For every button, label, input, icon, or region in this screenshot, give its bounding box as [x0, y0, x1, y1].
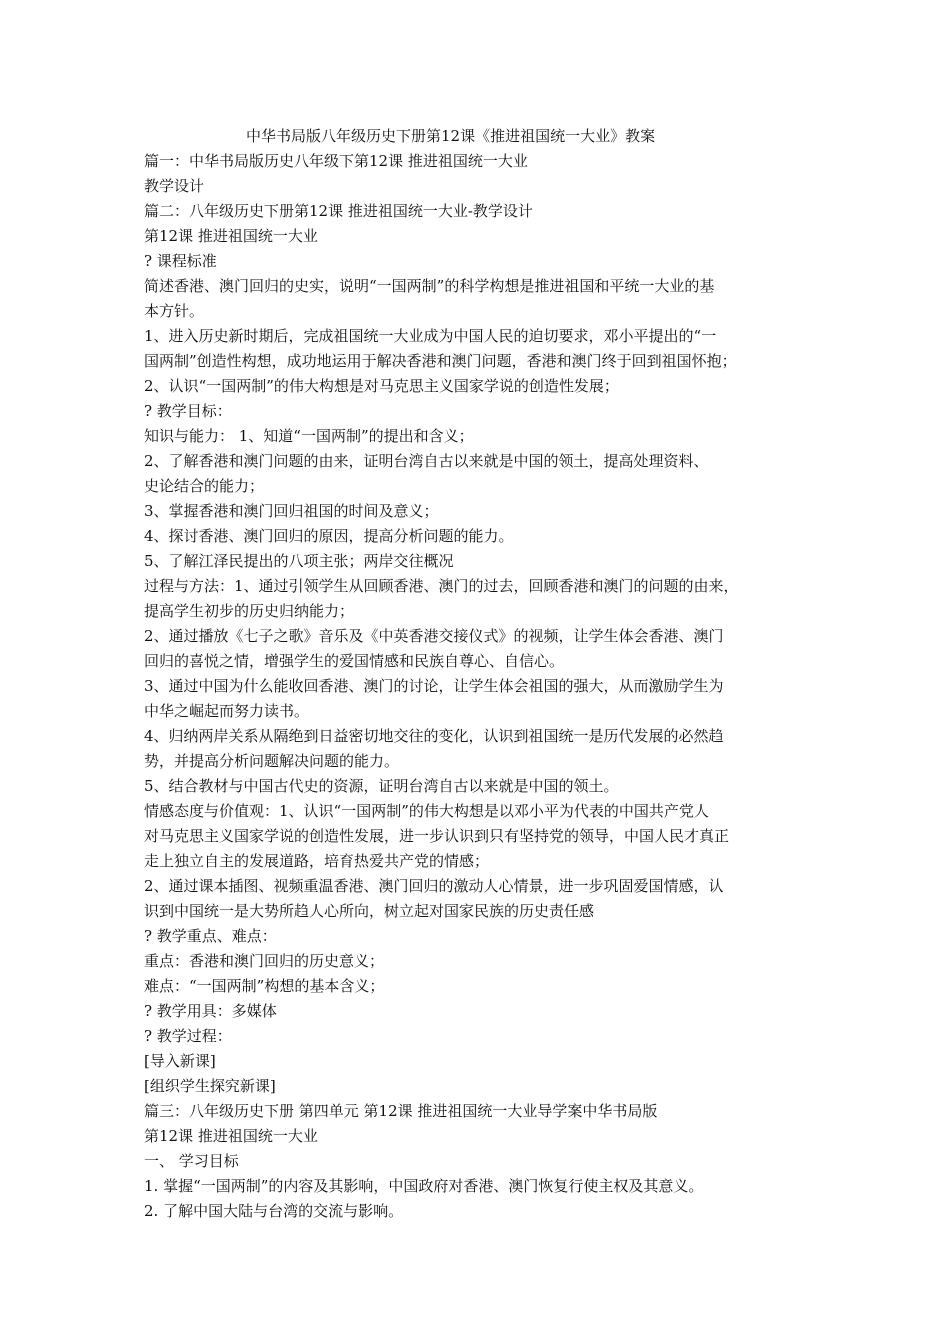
text-line: ? 教学重点、难点： — [144, 927, 277, 945]
text-line: 5、了解江泽民提出的八项主张；两岸交往概况 — [144, 552, 454, 570]
text-line: ? 课程标准 — [144, 252, 217, 270]
text-line: 4、归纳两岸关系从隔绝到日益密切地交往的变化，认识到祖国统一是历代发展的必然趋 — [144, 727, 724, 745]
text-line: 对马克思主义国家学说的创造性发展，进一步认识到只有坚持党的领导，中国人民才真正 — [144, 827, 730, 845]
text-line: 重点：香港和澳门回归的历史意义； — [144, 952, 385, 970]
text-line: 走上独立自主的发展道路，培育热爱共产党的情感； — [144, 852, 490, 870]
text-line: 知识与能力： 1、知道“一国两制”的提出和含义； — [144, 427, 474, 445]
text-line: 篇二：八年级历史下册第12课 推进祖国统一大业-教学设计 — [144, 202, 533, 220]
text-line: 难点：“一国两制”构想的基本含义； — [144, 977, 385, 995]
text-line: 1、进入历史新时期后，完成祖国统一大业成为中国人民的迫切要求，邓小平提出的“一 — [144, 327, 717, 345]
text-line: 情感态度与价值观：1、认识“一国两制”的伟大构想是以邓小平为代表的中国共产党人 — [144, 802, 709, 820]
text-line: [导入新课] — [144, 1052, 216, 1070]
text-line: 势，并提高分析问题解决问题的能力。 — [144, 752, 400, 770]
text-line: 2、认识“一国两制”的伟大构想是对马克思主义国家学说的创造性发展； — [144, 377, 619, 395]
text-line: 过程与方法：1、通过引领学生从回顾香港、澳门的过去，回顾香港和澳门的问题的由来， — [144, 577, 739, 595]
text-line: 3、掌握香港和澳门回归祖国的时间及意义； — [144, 502, 439, 520]
text-line: 3、通过中国为什么能收回香港、澳门的讨论，让学生体会祖国的强大，从而激励学生为 — [144, 677, 724, 695]
text-line: 教学设计 — [144, 177, 205, 195]
text-line: 第12课 推进祖国统一大业 — [144, 1127, 318, 1145]
text-line: 国两制”创造性构想，成功地运用于解决香港和澳门问题，香港和澳门终于回到祖国怀抱； — [144, 352, 737, 370]
text-line: 5、结合教材与中国古代史的资源，证明台湾自古以来就是中国的领土。 — [144, 777, 619, 795]
text-line: 篇三：八年级历史下册 第四单元 第12课 推进祖国统一大业导学案中华书局版 — [144, 1102, 658, 1120]
text-line: 篇一：中华书局版历史八年级下第12课 推进祖国统一大业 — [144, 152, 528, 170]
text-line: 2、通过播放《七子之歌》音乐及《中英香港交接仪式》的视频，让学生体会香港、澳门 — [144, 627, 724, 645]
text-line: ? 教学用具：多媒体 — [144, 1002, 277, 1020]
text-line: 史论结合的能力； — [144, 477, 265, 495]
text-line: 识到中国统一是大势所趋人心所向，树立起对国家民族的历史责任感 — [144, 902, 595, 920]
text-line: [组织学生探究新课] — [144, 1077, 276, 1095]
text-line: ? 教学目标： — [144, 402, 232, 420]
text-line: 第12课 推进祖国统一大业 — [144, 227, 318, 245]
text-line: 2、通过课本插图、视频重温香港、澳门回归的激动人心情景，进一步巩固爱国情感，认 — [144, 877, 724, 895]
text-line: 1. 掌握“一国两制”的内容及其影响，中国政府对香港、澳门恢复行使主权及其意义。 — [144, 1177, 704, 1195]
text-line: 2、了解香港和澳门问题的由来，证明台湾自古以来就是中国的领土，提高处理资料、 — [144, 452, 709, 470]
text-line: 2. 了解中国大陆与台湾的交流与影响。 — [144, 1202, 404, 1220]
text-line: 一、 学习目标 — [144, 1152, 239, 1170]
document-title: 中华书局版八年级历史下册第12课《推进祖国统一大业》教案 — [246, 127, 656, 145]
text-line: 4、探讨香港、澳门回归的原因，提高分析问题的能力。 — [144, 527, 514, 545]
text-line: 提高学生初步的历史归纳能力； — [144, 602, 355, 620]
text-line: 本方针。 — [144, 302, 205, 320]
text-line: 中华之崛起而努力读书。 — [144, 702, 310, 720]
text-line: 回归的喜悦之情，增强学生的爱国情感和民族自尊心、自信心。 — [144, 652, 565, 670]
text-line: 简述香港、澳门回归的史实，说明“一国两制”的科学构想是推进祖国和平统一大业的基 — [144, 277, 715, 295]
text-line: ? 教学过程： — [144, 1027, 232, 1045]
